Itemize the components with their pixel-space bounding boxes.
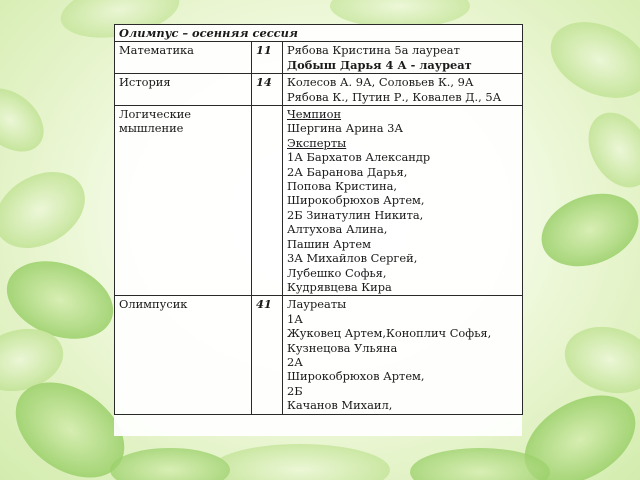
participants-count-cell: 41 xyxy=(252,296,283,414)
table-row xyxy=(115,106,523,296)
winner-line: Рябова К., Путин Р., Ковалев Д., 5А xyxy=(287,89,502,104)
winner-line: Широкобрюхов Артем, xyxy=(287,369,425,384)
table-row xyxy=(115,74,523,106)
winner-line: Попова Кристина, xyxy=(287,179,398,194)
winner-line: Шергина Арина 3А xyxy=(287,121,403,136)
winner-line: Алтухова Алина, xyxy=(287,222,388,237)
table-title: Олимпус – осенняя сессия xyxy=(115,25,523,42)
winner-line: Пашин Артем xyxy=(287,236,371,251)
participants-count-cell xyxy=(252,106,283,296)
table-row xyxy=(115,296,523,414)
title-row xyxy=(115,25,523,42)
clover-leaf-cluster-bottom xyxy=(110,444,550,480)
winner-line: Добыш Дарья 4 А - лауреат xyxy=(287,57,472,72)
winner-line: Лауреаты xyxy=(287,297,347,312)
winner-line: Качанов Михаил, xyxy=(287,398,393,413)
winner-line: Лубешко Софья, xyxy=(287,265,387,280)
winner-line: 2Б Зинатулин Никита, xyxy=(287,207,424,222)
participants-count-cell: 14 xyxy=(252,74,283,106)
winner-line: Кузнецова Ульяна xyxy=(287,340,398,355)
winner-line: 2А Баранова Дарья, xyxy=(287,164,408,179)
subject-cell: Логические мышление xyxy=(115,106,252,296)
results-table xyxy=(114,24,523,415)
winner-line: Рябова Кристина 5а лауреат xyxy=(287,43,460,58)
winner-line: 2Б xyxy=(287,383,303,398)
subject-cell: История xyxy=(115,74,252,106)
winners-cell xyxy=(283,42,523,74)
clover-leaf-cluster-right xyxy=(509,7,640,480)
winners-cell xyxy=(283,74,523,106)
winner-line: Чемпион xyxy=(287,107,342,122)
subject-cell: Математика xyxy=(115,42,252,74)
winner-line: 1А xyxy=(287,311,303,326)
winner-line: Кудрявцева Кира xyxy=(287,279,392,294)
winners-cell xyxy=(283,296,523,414)
winner-line: Широкобрюхов Артем, xyxy=(287,193,425,208)
winner-line: 1А Бархатов Александр xyxy=(287,150,431,165)
winner-line: Жуковец Артем,Коноплич Софья, xyxy=(287,326,492,341)
subject-cell: Олимпусик xyxy=(115,296,252,414)
winner-line: Эксперты xyxy=(287,135,347,150)
winner-line: 2А xyxy=(287,354,303,369)
table-row xyxy=(115,42,523,74)
winners-cell xyxy=(283,106,523,296)
participants-count-cell: 11 xyxy=(252,42,283,74)
winner-line: Колесов А. 9А, Соловьев К., 9А xyxy=(287,75,474,90)
winner-line: 3А Михайлов Сергей, xyxy=(287,251,418,266)
